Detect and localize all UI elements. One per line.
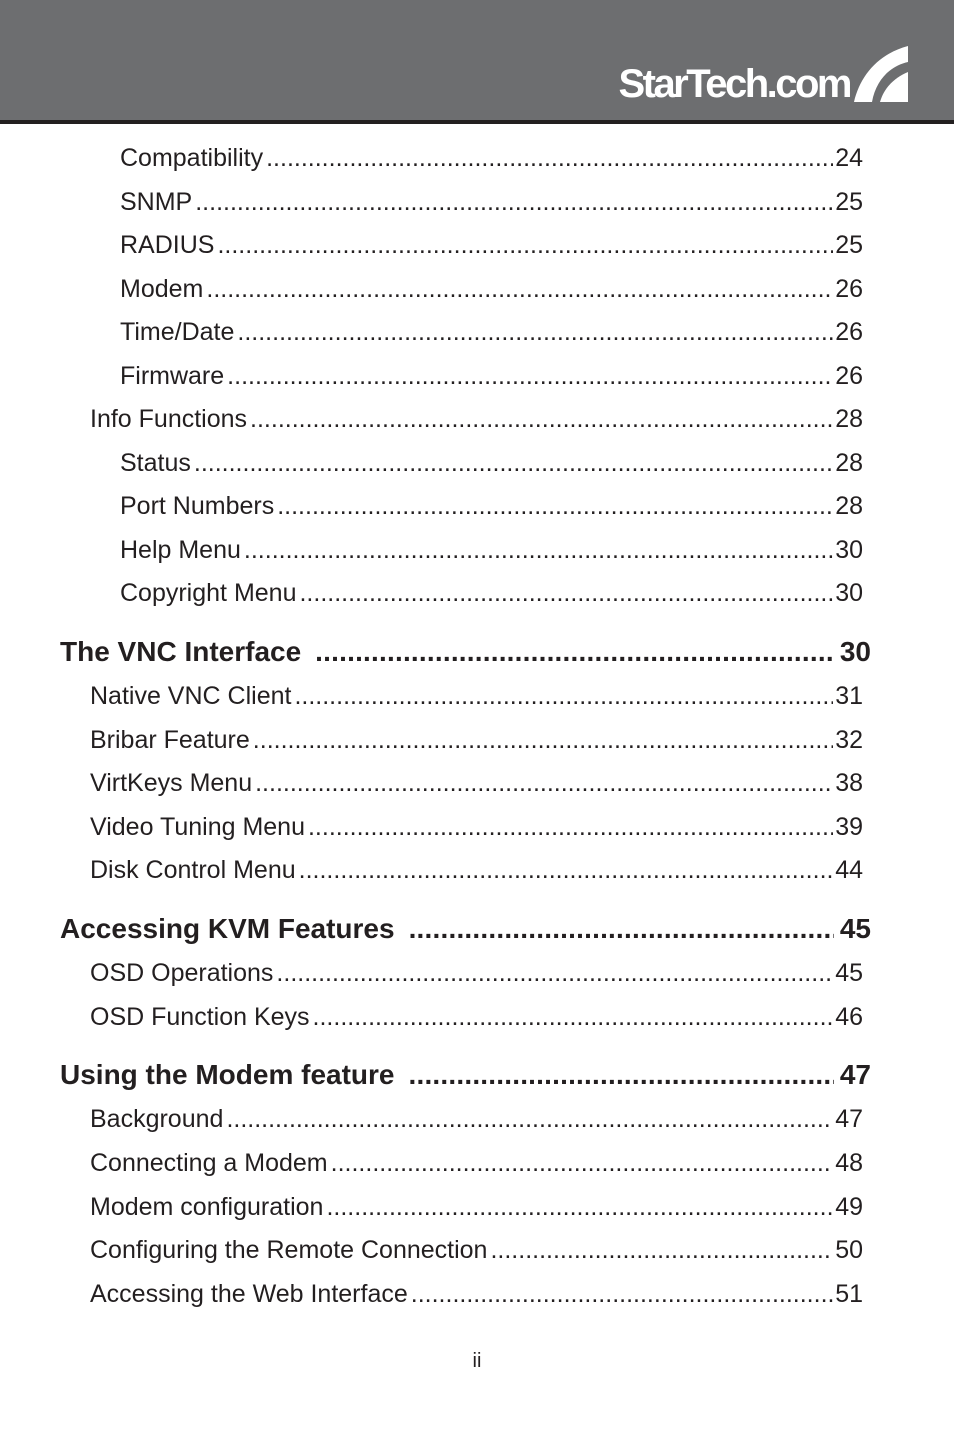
toc-entry-page: 28 xyxy=(835,492,863,520)
toc-entry xyxy=(90,1193,863,1222)
toc-entry xyxy=(120,231,863,260)
toc-entry xyxy=(90,726,863,755)
toc-entry-label: OSD Function Keys xyxy=(90,1003,310,1031)
toc-section-entry xyxy=(60,636,871,668)
toc-entry-page: 50 xyxy=(835,1236,863,1264)
toc-section-entry xyxy=(60,1059,871,1091)
toc-leader-dots xyxy=(299,856,834,885)
toc-entry-page: 26 xyxy=(835,275,863,303)
toc-entry xyxy=(90,1149,863,1178)
toc-leader-dots xyxy=(276,959,833,988)
toc-leader-dots xyxy=(299,579,833,608)
toc-leader-dots xyxy=(326,1193,833,1222)
header-rule xyxy=(0,120,954,124)
toc-entry-page: 26 xyxy=(835,318,863,346)
toc-entry-page: 26 xyxy=(835,362,863,390)
toc-entry-page: 24 xyxy=(835,144,863,172)
toc-leader-dots xyxy=(237,318,833,347)
toc-entry-label: Background xyxy=(90,1105,224,1133)
toc-entry-label: Time/Date xyxy=(120,318,235,346)
toc-entry xyxy=(90,1280,863,1309)
toc-entry xyxy=(90,1236,863,1265)
toc-entry-label: Status xyxy=(120,449,191,477)
toc-entry-label: The VNC Interface xyxy=(60,636,302,667)
toc-entry-label: Port Numbers xyxy=(120,492,275,520)
toc-leader-dots xyxy=(294,682,833,711)
toc-leader-dots xyxy=(227,362,833,391)
toc-leader-dots xyxy=(308,813,833,842)
toc-entry-page: 51 xyxy=(835,1280,863,1308)
toc-entry-page: 39 xyxy=(835,813,863,841)
toc-entry-page: 46 xyxy=(835,1003,863,1031)
startech-logo xyxy=(618,46,908,104)
toc-entry xyxy=(120,449,863,478)
toc-leader-dots xyxy=(315,636,834,668)
toc-entry xyxy=(90,1105,863,1134)
toc-entry-page: 45 xyxy=(835,959,863,987)
toc-entry xyxy=(120,579,863,608)
toc-leader-dots xyxy=(206,275,833,304)
toc-entry-label: Bribar Feature xyxy=(90,726,250,754)
toc-entry-label: Modem configuration xyxy=(90,1193,324,1221)
toc-entry xyxy=(120,362,863,391)
toc-entry-label: Accessing KVM Features xyxy=(60,913,395,944)
toc-entry-label: Video Tuning Menu xyxy=(90,813,305,841)
toc-entry xyxy=(120,536,863,565)
toc-leader-dots xyxy=(411,1280,833,1309)
toc-leader-dots xyxy=(217,231,833,260)
toc-entry xyxy=(90,405,863,434)
toc-leader-dots xyxy=(408,1059,833,1091)
toc-entry-label: Help Menu xyxy=(120,536,241,564)
toc-entry xyxy=(90,856,863,885)
toc-entry-page: 25 xyxy=(835,188,863,216)
toc-entry xyxy=(90,769,863,798)
toc-entry-page: 28 xyxy=(835,449,863,477)
toc-entry xyxy=(120,275,863,304)
toc-leader-dots xyxy=(313,1003,834,1032)
toc-entry-page: 47 xyxy=(839,1059,871,1090)
toc-section-entry xyxy=(60,913,871,945)
toc-entry-page: 45 xyxy=(839,913,871,944)
toc-leader-dots xyxy=(253,726,833,755)
toc-entry-label: Copyright Menu xyxy=(120,579,297,607)
toc-entry xyxy=(120,188,863,217)
toc-entry-label: Using the Modem feature xyxy=(60,1059,395,1090)
toc-leader-dots xyxy=(409,913,834,945)
toc-entry xyxy=(90,682,863,711)
toc-entry-label: OSD Operations xyxy=(90,959,274,987)
toc-entry-page: 25 xyxy=(835,231,863,259)
toc-leader-dots xyxy=(250,405,833,434)
toc-entry xyxy=(90,813,863,842)
toc-entry-page: 47 xyxy=(835,1105,863,1133)
toc-entry-page: 38 xyxy=(835,769,863,797)
page-header xyxy=(0,0,954,120)
toc-leader-dots xyxy=(490,1236,833,1265)
toc-leader-dots xyxy=(195,188,833,217)
toc-entry xyxy=(90,959,863,988)
toc-entry xyxy=(120,492,863,521)
swoosh-icon xyxy=(850,46,908,104)
toc-leader-dots xyxy=(277,492,833,521)
toc-entry-page: 32 xyxy=(835,726,863,754)
toc-entry-page: 44 xyxy=(835,856,863,884)
toc-entry xyxy=(120,144,863,173)
toc-entry-label: Disk Control Menu xyxy=(90,856,296,884)
page-number: ii xyxy=(472,1350,482,1372)
toc-entry-label: Connecting a Modem xyxy=(90,1149,328,1177)
toc-entry-page: 48 xyxy=(835,1149,863,1177)
logo-text: StarTech.com xyxy=(618,62,850,106)
toc-leader-dots xyxy=(266,144,833,173)
toc-entry xyxy=(120,318,863,347)
toc-leader-dots xyxy=(255,769,833,798)
toc-entry-page: 30 xyxy=(839,636,871,667)
toc-entry-page: 30 xyxy=(835,536,863,564)
toc-leader-dots xyxy=(331,1149,834,1178)
toc-leader-dots xyxy=(226,1105,833,1134)
toc-entry-label: VirtKeys Menu xyxy=(90,769,253,797)
toc-entry xyxy=(90,1003,863,1032)
toc-entry-label: Firmware xyxy=(120,362,225,390)
toc-entry-label: Accessing the Web Interface xyxy=(90,1280,408,1308)
toc-entry-page: 31 xyxy=(835,682,863,710)
toc-entry-label: SNMP xyxy=(120,188,193,216)
toc-leader-dots xyxy=(244,536,833,565)
toc-leader-dots xyxy=(194,449,833,478)
toc-entry-label: Configuring the Remote Connection xyxy=(90,1236,488,1264)
toc-entry-label: Modem xyxy=(120,275,204,303)
toc-entry-page: 49 xyxy=(835,1193,863,1221)
toc-entry-label: Compatibility xyxy=(120,144,264,172)
toc-entry-page: 30 xyxy=(835,579,863,607)
toc-entry-label: RADIUS xyxy=(120,231,215,259)
toc-entry-label: Info Functions xyxy=(90,405,248,433)
toc-entry-label: Native VNC Client xyxy=(90,682,292,710)
toc-entry-page: 28 xyxy=(835,405,863,433)
